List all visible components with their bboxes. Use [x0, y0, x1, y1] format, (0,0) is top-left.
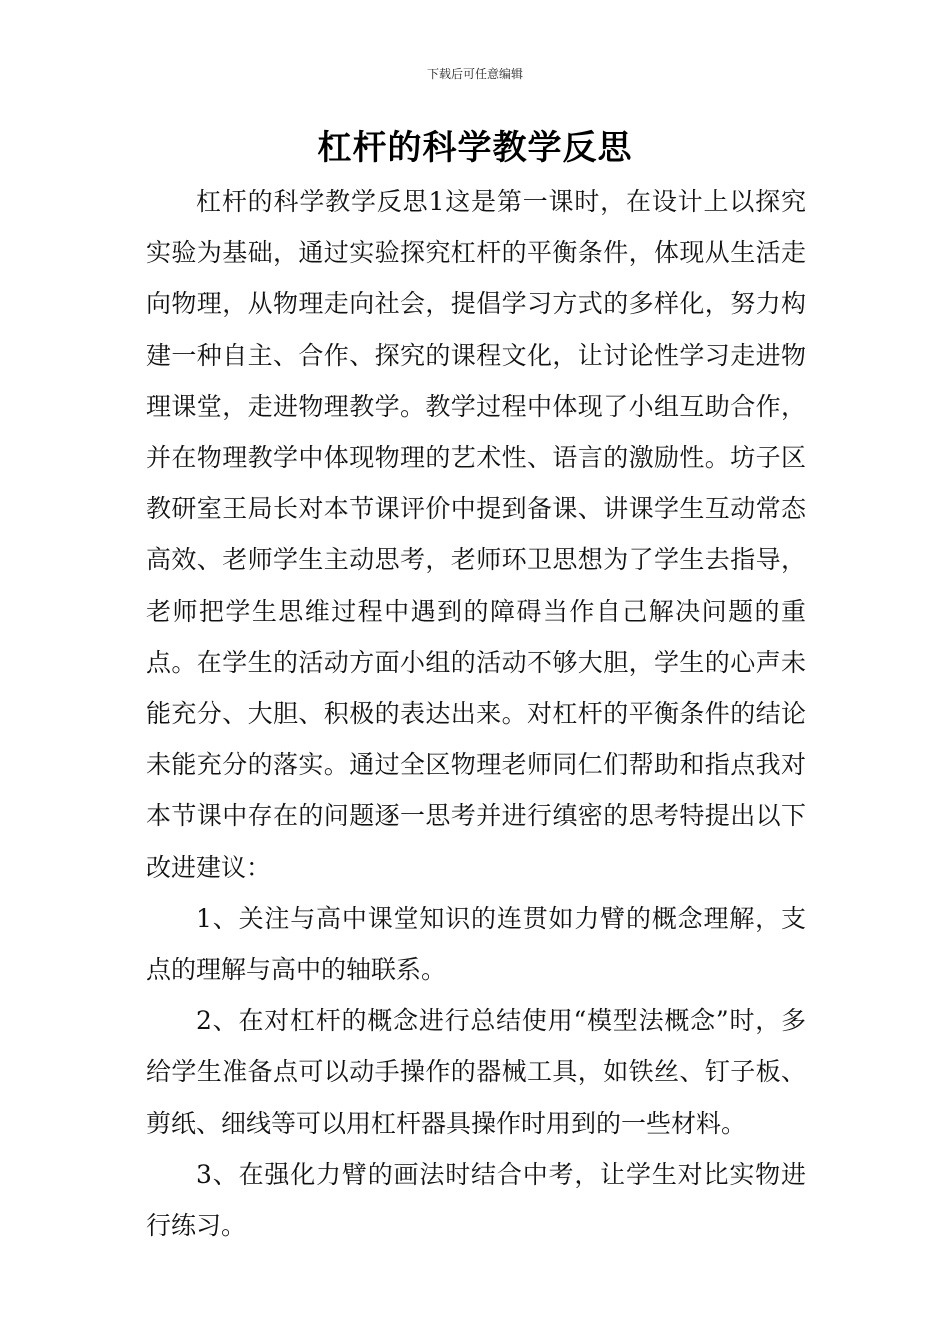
document-title: 杠杆的科学教学反思	[317, 128, 633, 168]
paragraph-suggestion-2: 2、在对杠杆的概念进行总结使用“模型法概念”时，多给学生准备点可以动手操作的器械工具，如铁丝、钉子板、剪纸、细线等可以用杠杆器具操作时用到的一些材料。	[146, 1006, 806, 1138]
paragraph-intro: 杠杆的科学教学反思1这是第一课时，在设计上以探究实验为基础，通过实验探究杠杆的平衡条件，体现从生活走向物理，从物理走向社会，提倡学习方式的多样化，努力构建一种自主、合作、探究的课程文化，让讨论性学习走进物理课堂，走进物理教学。教学过程中体现了小组互助合作，并在物理教学中体现物理的艺术性、语言的激励性。坊子区教研室王局长对本节课评价中提到备课、讲课学生互动常态高效、老师学生主动思考，老师环卫思想为了学生去指导，老师把学生思维过程中遇到的障碍当作自己解决问题的重点。在学生的活动方面小组的活动不够大胆，学生的心声未能充分、大胆、积极的表达出来。对杠杆的平衡条件的结论未能充分的落实。通过全区物理老师同仁们帮助和指点我对本节课中存在的问题逐一思考并进行缜密的思考特提出以下改进建议：	[146, 187, 806, 882]
header-note: 下载后可任意编辑	[426, 67, 523, 81]
paragraph-suggestion-3: 3、在强化力臂的画法时结合中考，让学生对比实物进行练习。	[146, 1159, 806, 1241]
document-body	[146, 176, 806, 1251]
paragraph-suggestion-1: 1、关注与高中课堂知识的连贯如力臂的概念理解，支点的理解与高中的轴联系。	[146, 903, 806, 985]
